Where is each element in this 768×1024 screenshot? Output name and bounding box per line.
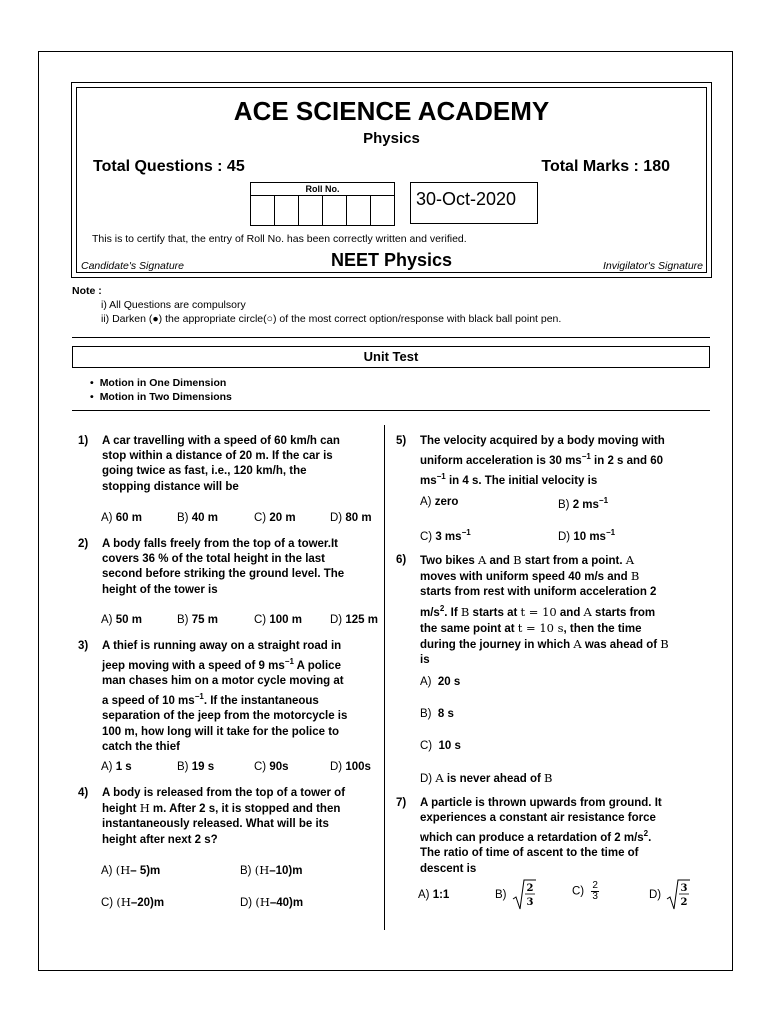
question-text <box>102 537 344 598</box>
option-d[interactable]: D) (H–40)m <box>240 895 304 909</box>
question-line: Two bikes A and B start from a point. A <box>420 553 635 567</box>
question-line: starts from rest with uniform acceleration 2 <box>420 586 657 599</box>
academy-title: ACE SCIENCE ACADEMY <box>233 96 550 126</box>
roll-digit-cell[interactable] <box>323 196 347 225</box>
question-line: 100 m, how long will it take for the police to <box>102 725 340 738</box>
roll-number-box[interactable] <box>250 182 395 226</box>
option-c[interactable]: C) 100 m <box>254 614 302 626</box>
option-d[interactable]: D) 80 m <box>330 512 372 524</box>
question-line: A body is released from the top of a tower of <box>102 787 346 799</box>
option-a[interactable]: A) 20 s <box>420 676 461 688</box>
option-b[interactable]: B) 19 s <box>177 761 215 773</box>
option-c[interactable]: C) 3 $ms^{-1}$ <box>420 528 471 543</box>
option-c[interactable]: C) 90s <box>254 761 289 773</box>
total-marks: Total Marks : 180 <box>541 158 670 175</box>
header-inner-border <box>76 87 707 273</box>
question-number: 7) <box>396 797 407 809</box>
exam-date: 30-Oct-2020 <box>410 182 538 224</box>
question-line: $ms^{-1}$ in 4 s. The initial velocity is <box>420 472 598 488</box>
sqrt-icon <box>666 879 690 911</box>
note-label: Note : <box>72 285 102 297</box>
option-a[interactable]: A) 1 s <box>101 761 132 773</box>
question-text <box>420 434 665 489</box>
question-number: 1) <box>78 435 89 447</box>
roll-digit-cell[interactable] <box>251 196 275 225</box>
question-line: covers 36 % of the total height in the last <box>102 553 326 566</box>
question-line: The velocity acquired by a body moving with <box>420 435 665 447</box>
option-a[interactable]: A) (H– 5)m <box>101 863 161 877</box>
question-line: separation of the jeep from the motorcycle is <box>102 710 348 723</box>
question-line: is <box>420 654 430 667</box>
option-b[interactable]: B) 40 m <box>177 512 218 524</box>
question-line: $m/s^2$. If B starts at t = 10 and A starts from <box>420 603 656 619</box>
exam-name: NEET Physics <box>330 250 453 270</box>
total-questions: Total Questions : 45 <box>93 158 245 175</box>
option-c[interactable]: C) (H–20)m <box>101 895 165 909</box>
header-box <box>71 82 712 278</box>
divider <box>72 410 710 411</box>
option-b[interactable]: B) 2 $ms^{-1}$ <box>558 496 609 511</box>
question-line: man chases him on a motor cycle moving at <box>102 675 344 688</box>
sqrt-icon <box>512 879 536 911</box>
fraction-numerator: 3 <box>680 883 688 894</box>
topic-item: • Motion in One Dimension <box>90 376 232 390</box>
topic-list <box>90 376 232 404</box>
question-line: a speed of 10 $ms^{-1}$. If the instantaneous <box>102 692 319 708</box>
question-line: A car travelling with a speed of 60 km/h can <box>102 435 340 447</box>
option-a[interactable]: A) 1:1 <box>418 889 450 901</box>
question-line: stop within a distance of 20 m. If the car is <box>102 450 333 463</box>
fraction-denominator: 3 <box>526 897 534 908</box>
option-d[interactable]: D) 10 $ms^{-1}$ <box>558 528 616 543</box>
question-line: descent is <box>420 862 477 875</box>
option-b[interactable]: B) 2 3 <box>495 879 536 911</box>
question-text <box>102 434 340 495</box>
option-d[interactable]: D) A is never ahead of B <box>420 771 553 785</box>
option-b[interactable]: B) (H–10)m <box>240 863 303 877</box>
option-a[interactable]: A) 50 m <box>101 614 142 626</box>
option-b[interactable]: B) 8 s <box>420 708 454 720</box>
option-c[interactable]: C) 10 s <box>420 740 461 752</box>
invigilator-signature-label: Invigilator's Signature <box>602 260 703 272</box>
question-number: 2) <box>78 538 89 550</box>
question-line: A particle is thrown upwards from ground. It <box>420 797 662 809</box>
question-line: the same point at t = 10 s, then the time <box>420 620 642 635</box>
question-line: height after next 2 s? <box>102 833 218 846</box>
question-line: which can produce a retardation of 2 $m/s^2$. <box>420 829 652 845</box>
question-line: height H m. After 2 s, it is stopped and then <box>102 801 341 816</box>
divider <box>72 337 710 338</box>
note-item-2: ii) Darken (●) the appropriate circle(○) of the most correct option/response with black ball point pen. <box>101 313 562 325</box>
question-text <box>102 786 345 848</box>
roll-digit-cell[interactable] <box>371 196 394 225</box>
candidate-signature-label: Candidate's Signature <box>81 260 184 272</box>
roll-digit-cell[interactable] <box>299 196 323 225</box>
subject-title: Physics <box>363 130 420 147</box>
question-number: 6) <box>396 554 407 566</box>
option-c[interactable]: C) $\frac{2}{3}$ <box>572 880 598 902</box>
question-line: The ratio of time of ascent to the time of <box>420 847 639 860</box>
topic-item: • Motion in Two Dimensions <box>90 390 232 404</box>
question-line: moves with uniform speed 40 m/s and B <box>420 569 640 584</box>
question-line: second before striking the ground level. The <box>102 568 345 581</box>
option-a[interactable]: A) zero <box>420 496 459 508</box>
option-a[interactable]: A) 60 m <box>101 512 142 524</box>
option-b[interactable]: B) 75 m <box>177 614 218 626</box>
roll-digit-cell[interactable] <box>275 196 299 225</box>
question-line: stopping distance will be <box>102 480 239 493</box>
fraction-denominator: 2 <box>680 897 688 908</box>
question-line: uniform acceleration is 30 $ms^{-1}$ in 2 s and 60 <box>420 452 664 468</box>
question-number: 3) <box>78 640 89 652</box>
question-line: during the journey in which A was ahead of B <box>420 636 669 651</box>
fraction-numerator: 2 <box>592 880 598 891</box>
question-text <box>102 639 347 755</box>
question-line: height of the tower is <box>102 583 218 596</box>
fraction-denominator: 3 <box>592 891 598 902</box>
certification-text: This is to certify that, the entry of Roll No. has been correctly written and verified. <box>92 233 467 245</box>
question-number: 5) <box>396 435 407 447</box>
note-item-1: i) All Questions are compulsory <box>101 299 246 311</box>
roll-digit-cell[interactable] <box>347 196 371 225</box>
option-d[interactable]: D) 125 m <box>330 614 378 626</box>
fraction-numerator: 2 <box>526 883 534 894</box>
question-text <box>420 553 669 668</box>
column-divider <box>384 425 385 930</box>
question-number: 4) <box>78 787 89 799</box>
question-line: catch the thief <box>102 740 180 753</box>
question-line: A thief is running away on a straight road in <box>102 640 342 652</box>
question-line: jeep moving with a speed of 9 $ms^{-1}$ A police <box>102 657 341 673</box>
option-d[interactable]: D) 100s <box>330 761 371 773</box>
option-d[interactable]: D) 3 2 <box>649 879 690 911</box>
question-line: A body falls freely from the top of a tower.It <box>102 538 338 550</box>
unit-test-title: Unit Test <box>72 346 710 368</box>
question-line: experiences a constant air resistance force <box>420 812 656 825</box>
question-line: going twice as fast, i.e., 120 km/h, the <box>102 465 307 478</box>
option-c[interactable]: C) 20 m <box>254 512 296 524</box>
question-line: instantaneously released. What will be its <box>102 818 329 831</box>
question-text <box>420 796 662 877</box>
fraction <box>591 881 599 902</box>
roll-number-label: Roll No. <box>251 183 394 196</box>
